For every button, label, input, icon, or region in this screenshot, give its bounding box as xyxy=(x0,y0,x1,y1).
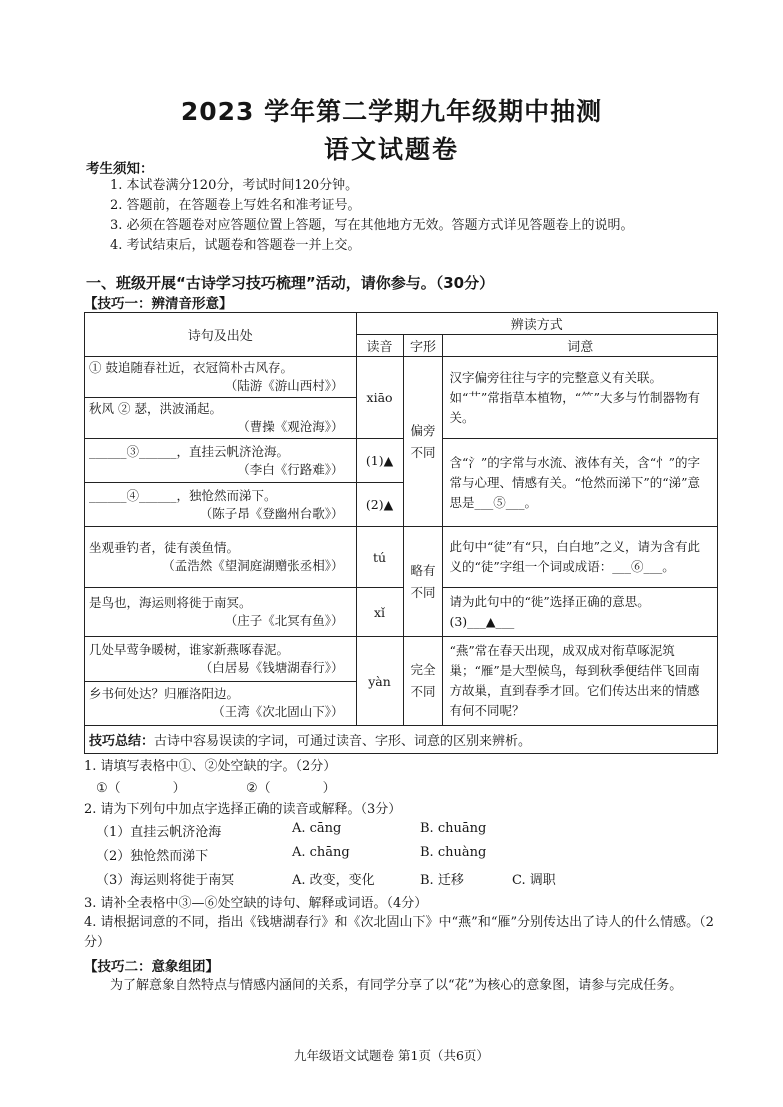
q1-blank-a: ①（ ） xyxy=(96,781,186,796)
shape-slight-diff: 略有不同 xyxy=(403,527,443,637)
q2-1-option-b: B. chuāng xyxy=(420,821,487,836)
shape-radical-diff: 偏旁不同 xyxy=(403,357,443,527)
header-sound: 读音 xyxy=(356,335,403,357)
poem-line: 乡书何处达？归雁洛阳边。 xyxy=(89,686,240,702)
section1-heading: 一、班级开展“古诗学习技巧梳理”活动，请你参与。（30分） xyxy=(86,274,495,292)
poem-source: （白居易《钱塘湖春行》） xyxy=(199,659,344,675)
q2-3-option-c: C. 调职 xyxy=(512,873,556,888)
poem-row-4 xyxy=(85,483,357,527)
q2-item-3: （3）海运则将徙于南冥 xyxy=(96,873,235,888)
poem-line: 坐观垂钓者，徒有羡鱼情。 xyxy=(89,540,240,555)
question-2: 2. 请为下列句中加点字选择正确的读音或解释。（3分） xyxy=(84,802,402,817)
q2-1-option-a: A. cāng xyxy=(292,821,342,836)
meaning-xi-text: 请为此句中的“徙”选择正确的意思。 xyxy=(449,594,650,609)
sound-xiao: xiāo xyxy=(356,357,403,439)
header-poem: 诗句及出处 xyxy=(85,313,357,357)
poem-line: 秋风 ② 瑟，洪波涌起。 xyxy=(89,401,222,416)
skill2-intro: 为了解意象自然特点与情感内涵间的关系，有同学分享了以“花”为核心的意象图，请参与完成任务。 xyxy=(110,978,683,993)
meaning-yan: “燕”常在春天出现，成双成对衔草啄泥筑巢；“雁”是大型候鸟，每到秋季便结伴飞回南方故巢，直到春季才回。它们传达出来的情感有何不同呢？ xyxy=(443,637,718,726)
sound-blank-1: (1)▲ xyxy=(356,439,403,483)
q2-3-option-b: B. 迁移 xyxy=(420,873,464,888)
sound-xi: xǐ xyxy=(356,588,403,637)
skill1-heading: 【技巧一：辨清音形意】 xyxy=(84,296,233,312)
summary-label: 技巧总结： xyxy=(89,734,155,749)
skill2-heading: 【技巧二：意象组团】 xyxy=(84,959,219,975)
question-1: 1. 请填写表格中①、②处空缺的字。（2分） xyxy=(84,759,337,774)
header-meaning: 词意 xyxy=(443,335,718,357)
meaning-water-heart: 含“氵”的字常与水流、液体有关，含“忄”的字常与心理、情感有关。“怆然而涕下”的“涕”意思是___⑤___。 xyxy=(443,439,718,527)
page-footer: 九年级语文试题卷 第1页（共6页） xyxy=(294,1048,489,1063)
q2-item-2: （2）独怆然而涕下 xyxy=(96,849,209,864)
poem-row-5 xyxy=(85,527,357,588)
exam-subtitle: 语文试题卷 xyxy=(323,135,459,164)
notice-title: 考生须知： xyxy=(86,161,154,177)
poem-line: ______④______，独怆然而涕下。 xyxy=(89,487,277,503)
meaning-xi-blank: (3)___▲___ xyxy=(449,614,515,629)
poem-source: （孟浩然《望洞庭湖赠张丞相》） xyxy=(162,558,344,573)
poem-row-8 xyxy=(85,681,357,726)
poem-row-1 xyxy=(85,357,357,398)
reading-table xyxy=(84,312,718,754)
q1-blank-b: ②（ ） xyxy=(246,781,336,796)
poem-source: （陆游《游山西村》） xyxy=(224,378,344,393)
poem-source: （庄子《北冥有鱼》） xyxy=(224,613,344,628)
meaning-tu: 此句中“徒”有“只，白白地”之义，请为含有此义的“徒”字组一个词或成语：___⑥___。 xyxy=(443,527,718,588)
header-method: 辨读方式 xyxy=(356,313,717,335)
meaning-xi xyxy=(443,588,718,637)
questions-block xyxy=(84,757,734,777)
poem-source: （李白《行路难》） xyxy=(237,461,344,477)
q2-3-option-a: A. 改变，变化 xyxy=(292,873,375,888)
poem-line: 是鸟也，海运则将徙于南冥。 xyxy=(89,595,252,610)
notice-item: 2. 答题前，在答题卷上写姓名和准考证号。 xyxy=(110,198,361,213)
poem-line: ______③______，直挂云帆济沧海。 xyxy=(89,443,290,459)
shape-totally-diff: 完全不同 xyxy=(403,637,443,726)
header-shape: 字形 xyxy=(403,335,443,357)
notice-item: 4. 考试结束后，试题卷和答题卷一并上交。 xyxy=(110,238,361,253)
poem-row-3 xyxy=(85,439,357,483)
question-3: 3. 请补全表格中③—⑥处空缺的诗句、解释或词语。（4分） xyxy=(84,896,428,911)
summary-text: 古诗中容易误读的字词，可通过读音、字形、词意的区别来辨析。 xyxy=(154,734,532,749)
skill-summary xyxy=(85,726,718,754)
q2-2-option-b: B. chuàng xyxy=(420,845,487,860)
poem-source: （曹操《观沧海》） xyxy=(237,419,344,434)
sound-blank-2: (2)▲ xyxy=(356,483,403,527)
notice-item: 3. 必须在答题卷对应答题位置上答题，写在其他地方无效。答题方式详见答题卷上的说明。 xyxy=(110,218,634,233)
poem-row-7 xyxy=(85,637,357,682)
notice-item: 1. 本试卷满分120分，考试时间120分钟。 xyxy=(110,178,359,193)
sound-tu: tú xyxy=(356,527,403,588)
q2-2-option-a: A. chāng xyxy=(292,845,350,860)
poem-source: （王湾《次北固山下》） xyxy=(212,704,344,720)
poem-row-2 xyxy=(85,398,357,439)
exam-title: 2023 学年第二学期九年级期中抽测 xyxy=(180,97,603,126)
meaning-radical: 汉字偏旁往往与字的完整意义有关联。如“艹”常指草本植物，“⺮”大多与竹制器物有关。 xyxy=(443,357,718,439)
question-4: 4. 请根据词意的不同，指出《钱塘湖春行》和《次北固山下》中“燕”和“雁”分别传达出了诗人的什么情感。（2分） xyxy=(84,915,714,950)
sound-yan: yàn xyxy=(356,637,403,726)
poem-line: 几处早莺争暖树，谁家新燕啄春泥。 xyxy=(89,641,290,657)
poem-row-6 xyxy=(85,588,357,637)
notice-list xyxy=(110,176,750,256)
poem-line: ① 鼓追随春社近，衣冠简朴古风存。 xyxy=(89,360,293,375)
q2-item-1: （1）直挂云帆济沧海 xyxy=(96,825,222,840)
poem-source: （陈子昂《登幽州台歌》） xyxy=(199,505,344,521)
